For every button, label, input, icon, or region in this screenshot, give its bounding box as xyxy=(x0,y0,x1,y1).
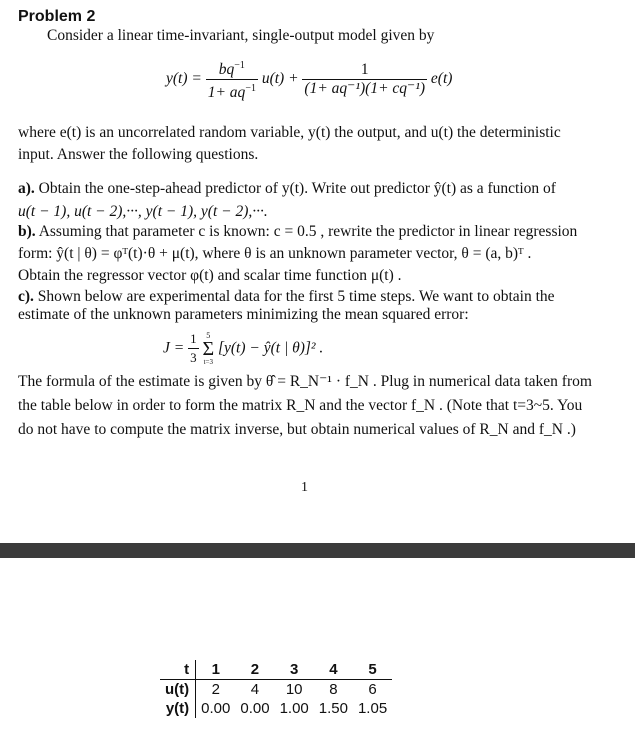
model-fraction-1 xyxy=(206,57,258,102)
model-frac1-num-sup: −1 xyxy=(234,60,245,71)
table-cell-t: 1 xyxy=(196,660,236,680)
model-fraction-2 xyxy=(302,61,427,98)
where-line-1: where e(t) is an uncorrelated random variable, y(t) the output, and u(t) the deterministic xyxy=(18,124,561,141)
part-b-label: b). xyxy=(18,223,36,240)
part-b-line-3: Obtain the regressor vector φ(t) and scalar time function μ(t) . xyxy=(18,267,402,284)
J-summation xyxy=(202,331,214,367)
table-row-t xyxy=(160,660,392,680)
table-cell-u: 4 xyxy=(250,681,260,698)
table-cell-y: 0.00 xyxy=(240,700,270,717)
model-frac1-den-sup: −1 xyxy=(245,83,256,95)
J-fraction xyxy=(188,330,199,367)
table-row-y xyxy=(160,699,392,718)
model-equation xyxy=(166,57,452,102)
model-end: e(t) xyxy=(430,70,453,88)
model-frac1-den: 1+ aq xyxy=(207,84,246,102)
table-cell-y: 1.00 xyxy=(279,700,309,717)
J-lhs: J = xyxy=(163,339,185,357)
J-frac-num: 1 xyxy=(188,330,199,349)
table-cell-u: 2 xyxy=(211,681,220,698)
formula-line-3: do not have to compute the matrix inverse, but obtain numerical values of R_N and f_N .) xyxy=(18,421,576,438)
part-a-line-1 xyxy=(18,180,556,198)
part-b-line-2: form: ŷ(t | θ) = φᵀ(t)·θ + μ(t), where θ is an unknown parameter vector, θ = (a, b)ᵀ . xyxy=(18,245,532,262)
table-header-u: u(t) xyxy=(160,680,196,700)
J-sum-symbol: Σ xyxy=(202,337,215,360)
where-line-2: input. Answer the following questions. xyxy=(18,146,259,163)
page-number: 1 xyxy=(301,480,308,495)
data-table xyxy=(160,660,392,718)
J-sum-upper: 5 xyxy=(206,330,211,340)
table-row-u xyxy=(160,680,392,700)
part-a-label: a). xyxy=(18,180,35,197)
table-cell-u: 8 xyxy=(329,681,338,698)
model-mid: u(t) + xyxy=(261,70,299,88)
part-a-text-2: u(t − 1), u(t − 2),···, y(t − 1), y(t − 2),···. xyxy=(18,203,268,220)
part-c-text-1: Shown below are experimental data for the first 5 time steps. We want to obtain the xyxy=(37,288,555,305)
table-cell-u: 6 xyxy=(368,681,377,698)
table-cell-t: 3 xyxy=(275,660,314,680)
table-header-y: y(t) xyxy=(160,699,196,718)
model-frac1-num: bq xyxy=(218,61,235,79)
problem-title: Problem 2 xyxy=(18,8,96,25)
part-b-text-1: Assuming that parameter c is known: c = 0.5 , rewrite the predictor in linear regression xyxy=(38,223,578,240)
table-cell-u: 10 xyxy=(285,681,303,698)
J-sum-lower: t=3 xyxy=(203,357,213,366)
part-a-line-2 xyxy=(18,203,268,221)
table-cell-t: 2 xyxy=(235,660,274,680)
formula-line-2: the table below in order to form the matrix R_N and the vector f_N . (Note that t=3~5. You xyxy=(18,397,583,414)
J-body: [y(t) − ŷ(t | θ)]² . xyxy=(217,339,324,357)
part-b-line-1 xyxy=(18,223,577,241)
model-frac2-num: 1 xyxy=(302,61,427,80)
table-cell-y: 0.00 xyxy=(201,700,231,717)
table-cell-y: 1.05 xyxy=(357,700,388,717)
part-a-text-1: Obtain the one-step-ahead predictor of y(t). Write out predictor ŷ(t) as a function of xyxy=(38,180,556,197)
formula-line-1: The formula of the estimate is given by θ̂ = R_N⁻¹ · f_N . Plug in numerical data taken from xyxy=(18,373,592,390)
model-lhs: y(t) = xyxy=(166,70,202,88)
part-c-line-1 xyxy=(18,288,555,306)
table-cell-y: 1.50 xyxy=(318,700,348,717)
intro-text: Consider a linear time-invariant, single-output model given by xyxy=(47,27,435,44)
part-c-line-2: estimate of the unknown parameters minimizing the mean squared error: xyxy=(18,306,469,323)
cost-function-equation xyxy=(163,330,323,368)
page-separator-bar xyxy=(0,543,635,558)
table-header-t: t xyxy=(160,660,196,680)
J-frac-den: 3 xyxy=(190,350,197,365)
model-frac2-den: (1+ aq⁻¹)(1+ cq⁻¹) xyxy=(304,80,426,98)
part-c-label: c). xyxy=(18,288,34,305)
table-cell-t: 5 xyxy=(353,660,392,680)
table-cell-t: 4 xyxy=(314,660,353,680)
